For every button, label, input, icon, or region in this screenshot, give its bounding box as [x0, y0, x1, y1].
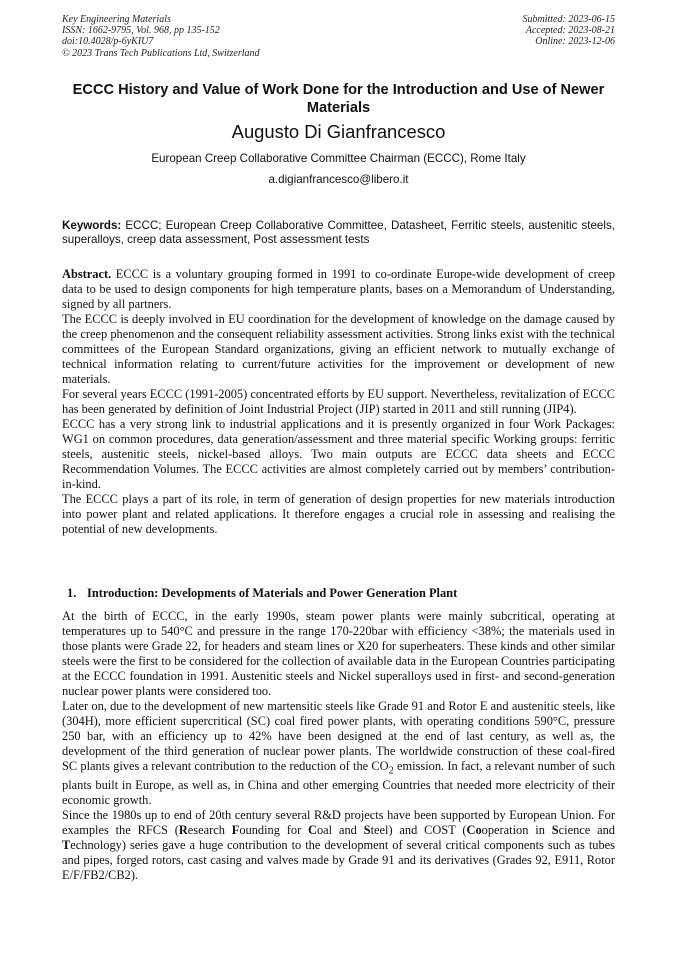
section-number: 1. — [67, 586, 77, 600]
abstract-paragraph: Abstract. ECCC is a voluntary grouping formed in 1991 to co-ordinate Europe-wide development of creep data to be used to design components for high temperature plants, bases on a Memorandum of Understanding, signed by all partners. — [62, 267, 615, 311]
author-name: Augusto Di Gianfrancesco — [231, 121, 446, 142]
keywords-label: Keywords: — [62, 219, 122, 232]
abstract — [62, 267, 615, 537]
doi: doi:10.4028/p-6yKIU7 — [62, 36, 154, 48]
abstract-paragraph: The ECCC is deeply involved in EU coordination for the development of knowledge on the damage caused by the creep phenomenon and the consequent reliability assessment activities. Strong links exist with the technical committees of the European Standard organizations, giving an efficient network to mutually exchange of technical information relating to current/future activities for the improvement or development of new materials. — [62, 312, 615, 386]
publication-info — [62, 14, 260, 59]
publication-dates — [523, 14, 616, 48]
accepted-date: Accepted: 2023-08-21 — [525, 25, 615, 37]
abstract-paragraph: The ECCC plays a part of its role, in term of generation of design properties for new materials introduction into power plant and related applications. It therefore engages a crucial role in assessing and realising the potential of new developments. — [62, 492, 615, 536]
paper-title: ECCC History and Value of Work Done for the Introduction and Use of Newer Materials — [72, 82, 605, 116]
abstract-label: Abstract. — [62, 267, 112, 281]
journal-name: Key Engineering Materials — [62, 14, 171, 25]
section-title: Introduction: Developments of Materials and Power Generation Plant — [87, 586, 458, 600]
subscript: 2 — [388, 765, 394, 777]
author-affiliation: European Creep Collaborative Committee Chairman (ECCC), Rome Italy — [151, 152, 526, 165]
abstract-paragraph: ECCC has a very strong link to industrial applications and it is presently organized in four Work Packages: WG1 on common procedures, data generation/assessment and three material specific Working groups: ferritic steels, austenitic steels, nickel-based alloys. Two main outputs are ECCC data sheets and ECCC Recommendation Volumes. The ECCC activities are almost completely carried out by members’ contribution-in-kind. — [62, 417, 615, 491]
introduction-body — [62, 609, 615, 883]
submitted-date: Submitted: 2023-06-15 — [522, 14, 615, 25]
issn-volume: ISSN: 1662-9795, Vol. 968, pp 135-152 — [62, 25, 220, 37]
copyright: © 2023 Trans Tech Publications Ltd, Switzerland — [62, 47, 260, 59]
keywords-text: ECCC; European Creep Collaborative Committee, Datasheet, Ferritic steels, austenitic steels, superalloys, creep data assessment, Post assessment tests — [62, 219, 615, 246]
abstract-paragraph: For several years ECCC (1991-2005) concentrated efforts by EU support. Nevertheless, revitalization of ECCC has been generated by definition of Joint Industrial Project (JIP) started in 2011 and still running (JIP4). — [62, 387, 615, 416]
body-paragraph: Later on, due to the development of new martensitic steels like Grade 91 and Rotor E and austenitic steels, like (304H), more efficient supercritical (SC) coal fired power plants, with operating conditions 590°C, pressure 250 bar, with an efficiency up to 42% have been designed at the end of last century, as well as, the development of the third generation of nuclear power plants. The worldwide construction of these coal-fired SC plants gives a relevant contribution to the reduction of the $CO_2$ emission. In fact, a relevant number of such plants built in Europe, as well as, in China and other emerging Countries that needed more electricity of their economic growth. — [62, 699, 615, 808]
section-heading — [67, 586, 615, 601]
keywords — [62, 219, 615, 246]
online-date: Online: 2023-12-06 — [535, 36, 615, 48]
body-paragraph: At the birth of ECCC, in the early 1990s, steam power plants were mainly subcritical, operating at temperatures up to 540°C and pressure in the range 170-220bar with efficiency <38%; the materials used in those plants were Grade 22, for headers and steam lines or X20 for superheaters. These kinds and other similar steels were the first to be considered for the collection of available data in the European Countries participating at the ECCC foundation in 1991. Austenitic steels and Nickel superalloys used in first- and second-generation nuclear power plants were considered too. — [62, 609, 615, 698]
author-email: a.digianfrancesco@libero.it — [268, 173, 409, 186]
body-paragraph: Since the 1980s up to end of 20th century several R&D projects have been supported by European Union. For examples the RFCS (Research Founding for Coal and Steel) and COST (Cooperation in Science and Technology) series gave a huge contribution to the development of several critical components such as tubes and pipes, forged rotors, cast casing and valves made by Grade 91 and its derivatives (Grades 92, E911, Rotor E/F/FB2/CB2). — [62, 808, 615, 883]
